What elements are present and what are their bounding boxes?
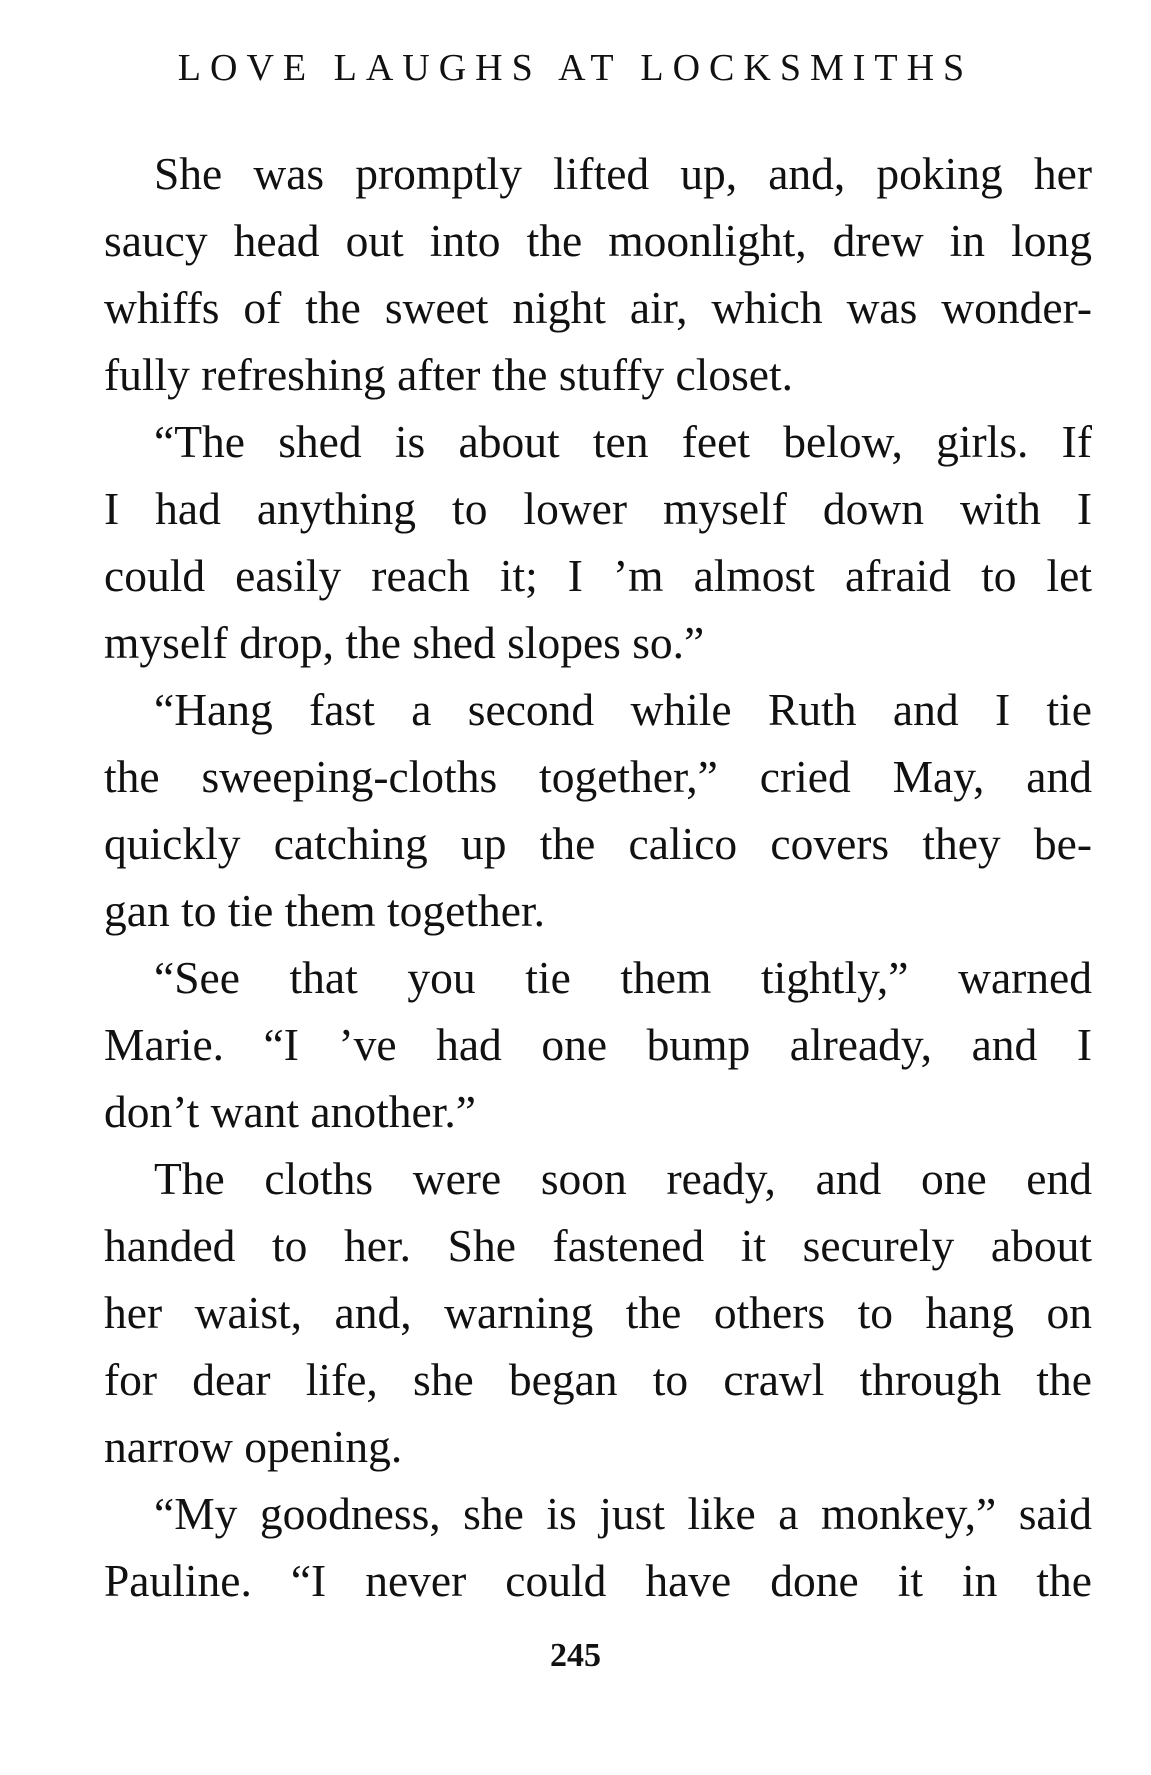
text-line: Pauline. “I never could have done it in the — [104, 1555, 1092, 1606]
text-line: myself drop, the shed slopes so.” — [104, 617, 705, 668]
text-line: “The shed is about ten feet below, girls. If — [154, 416, 1092, 467]
text-line: “My goodness, she is just like a monkey,” said — [154, 1488, 1092, 1539]
text-line: for dear life, she began to crawl through the — [104, 1354, 1092, 1405]
text-line: “See that you tie them tightly,” warned — [154, 952, 1092, 1003]
text-line: saucy head out into the moonlight, drew in long — [104, 215, 1092, 266]
text-line: gan to tie them together. — [104, 885, 545, 936]
text-line: “Hang fast a second while Ruth and I tie — [154, 684, 1092, 735]
text-line: don’t want another.” — [104, 1086, 476, 1137]
text-line: quickly catching up the calico covers they be- — [104, 818, 1092, 869]
text-line: could easily reach it; I ’m almost afraid to let — [104, 550, 1092, 601]
page-number: 245 — [550, 1637, 601, 1674]
text-line: The cloths were soon ready, and one end — [154, 1153, 1092, 1204]
text-line: Marie. “I ’ve had one bump already, and I — [104, 1019, 1092, 1070]
text-line: handed to her. She fastened it securely about — [104, 1220, 1092, 1271]
text-line: She was promptly lifted up, and, poking her — [154, 148, 1092, 199]
running-head: LOVE LAUGHS AT LOCKSMITHS — [177, 47, 974, 89]
text-line: narrow opening. — [104, 1421, 403, 1472]
text-line: fully refreshing after the stuffy closet. — [104, 349, 794, 400]
text-line: whiffs of the sweet night air, which was wonder- — [104, 282, 1092, 333]
text-line: her waist, and, warning the others to hang on — [104, 1287, 1092, 1338]
text-line: I had anything to lower myself down with I — [104, 483, 1092, 534]
text-line: the sweeping-cloths together,” cried May, and — [104, 751, 1092, 802]
body-text — [104, 140, 1092, 1614]
